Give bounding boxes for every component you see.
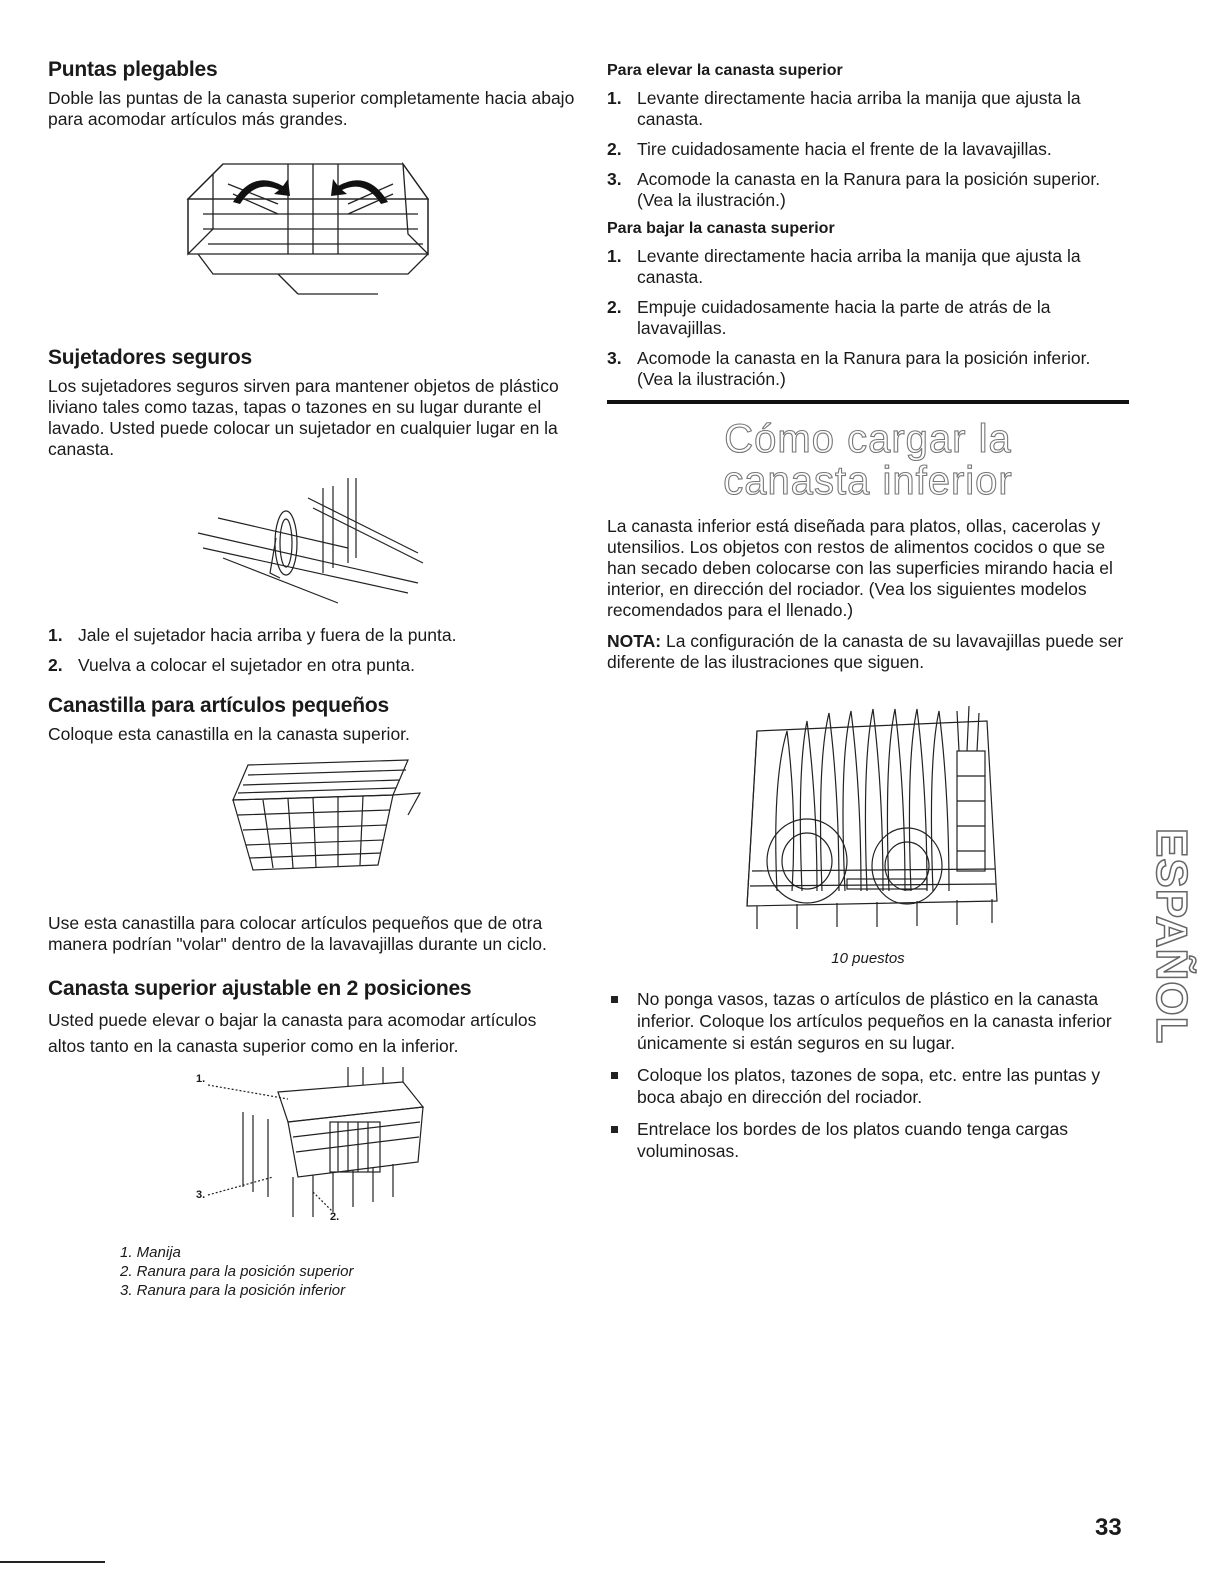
lower-rack-intro: La canasta inferior está diseñada para platos, ollas, cacerolas y utensilios. Los objetos con restos de alimentos cocidos o que se han secado deben colocarse con las superficies mirando hacia el interior, en dirección del rociador. (Vea los siguientes modelos recomendados para el llenado.) bbox=[607, 516, 1113, 620]
puntas-plegables-text: Doble las puntas de la canasta superior completamente hacia abajo para acomodar artículos más grandes. bbox=[48, 88, 575, 129]
left-column bbox=[48, 58, 578, 1300]
note-text: La configuración de la canasta de su lavavajillas puede ser diferente de las ilustraciones que siguen. bbox=[607, 631, 1124, 672]
canasta-ajustable-text: Usted puede elevar o bajar la canasta para acomodar artículos altos tanto en la canasta superior como en la inferior. bbox=[48, 1010, 537, 1056]
rack-adjuster-illustration bbox=[48, 1067, 578, 1237]
raise-steps bbox=[607, 88, 1129, 211]
list-item: 3. Acomode la canasta en la Ranura para la posición inferior. (Vea la ilustración.) bbox=[607, 348, 1091, 389]
sujetadores-seguros-text: Los sujetadores seguros sirven para mantener objetos de plástico liviano tales como tazas, tapas o tazones en su lugar durante el lavado. Usted puede colocar un sujetador en cualquier lugar en la canasta. bbox=[48, 376, 559, 459]
figure-caption: 10 puestos bbox=[831, 950, 905, 967]
language-side-tab bbox=[1148, 816, 1194, 1056]
note-paragraph bbox=[607, 631, 1129, 673]
lower-steps bbox=[607, 246, 1129, 390]
sujetadores-steps bbox=[48, 625, 578, 676]
heading-sujetadores-seguros: Sujetadores seguros bbox=[48, 346, 252, 369]
adjuster-figure bbox=[48, 1067, 578, 1237]
section-divider bbox=[607, 400, 1129, 404]
small-items-basket-illustration bbox=[48, 755, 578, 895]
legend-item-1: 1. Manija bbox=[120, 1244, 181, 1261]
callout-2: 2. bbox=[330, 1211, 340, 1223]
language-label: ESPAÑOL bbox=[1147, 827, 1196, 1045]
adjuster-legend bbox=[48, 1243, 578, 1300]
list-item: Coloque los platos, tazones de sopa, etc. entre las puntas y boca abajo en dirección del rociador. bbox=[607, 1064, 1129, 1108]
lower-rack-10-settings-illustration bbox=[607, 691, 1129, 941]
page-number: 33 bbox=[1095, 1514, 1122, 1541]
heading-canastilla: Canastilla para artículos pequeños bbox=[48, 694, 389, 717]
loading-tips bbox=[607, 988, 1129, 1162]
callout-1: 1. bbox=[196, 1073, 206, 1085]
heading-elevar-canasta: Para elevar la canasta superior bbox=[607, 62, 843, 79]
canastilla-text: Coloque esta canastilla en la canasta superior. bbox=[48, 724, 410, 744]
legend-item-2: 2. Ranura para la posición superior bbox=[120, 1263, 354, 1280]
cup-clip-illustration bbox=[48, 478, 578, 613]
section-title-line-2: canasta inferior bbox=[723, 459, 1013, 503]
canastilla-text-2: Use esta canastilla para colocar artículos pequeños que de otra manera podrían "volar" dentro de la lavavajillas durante un ciclo. bbox=[48, 913, 547, 954]
footer-line bbox=[0, 1561, 105, 1563]
list-item: 1. Levante directamente hacia arriba la manija que ajusta la canasta. bbox=[607, 246, 1081, 287]
list-item: 3. Acomode la canasta en la Ranura para la posición superior. (Vea la ilustración.) bbox=[607, 169, 1101, 210]
heading-canasta-ajustable: Canasta superior ajustable en 2 posiciones bbox=[48, 977, 472, 1000]
list-item: 2. Empuje cuidadosamente hacia la parte de atrás de la lavavajillas. bbox=[607, 297, 1051, 338]
callout-3: 3. bbox=[196, 1189, 206, 1201]
note-label: NOTA: bbox=[607, 631, 662, 651]
section-title-line-1: Cómo cargar la bbox=[724, 417, 1012, 461]
bullet-icon bbox=[611, 1072, 618, 1079]
list-item: 1. Levante directamente hacia arriba la manija que ajusta la canasta. bbox=[607, 88, 1081, 129]
bullet-icon bbox=[611, 996, 618, 1003]
list-item: No ponga vasos, tazas o artículos de plástico en la canasta inferior. Coloque los artículos pequeños en la canasta inferior únicamente si están seguros en su lugar. bbox=[607, 988, 1129, 1054]
right-column bbox=[607, 62, 1129, 1172]
list-item: 2. Vuelva a colocar el sujetador en otra punta. bbox=[48, 655, 415, 675]
bullet-icon bbox=[611, 1126, 618, 1133]
list-item: Entrelace los bordes de los platos cuando tenga cargas voluminosas. bbox=[607, 1118, 1129, 1162]
heading-bajar-canasta: Para bajar la canasta superior bbox=[607, 220, 835, 237]
folding-tines-illustration bbox=[48, 144, 578, 324]
legend-item-3: 3. Ranura para la posición inferior bbox=[120, 1282, 346, 1299]
list-item: 1. Jale el sujetador hacia arriba y fuera de la punta. bbox=[48, 625, 457, 645]
list-item: 2. Tire cuidadosamente hacia el frente de la lavavajillas. bbox=[607, 139, 1052, 159]
heading-puntas-plegables: Puntas plegables bbox=[48, 58, 218, 81]
